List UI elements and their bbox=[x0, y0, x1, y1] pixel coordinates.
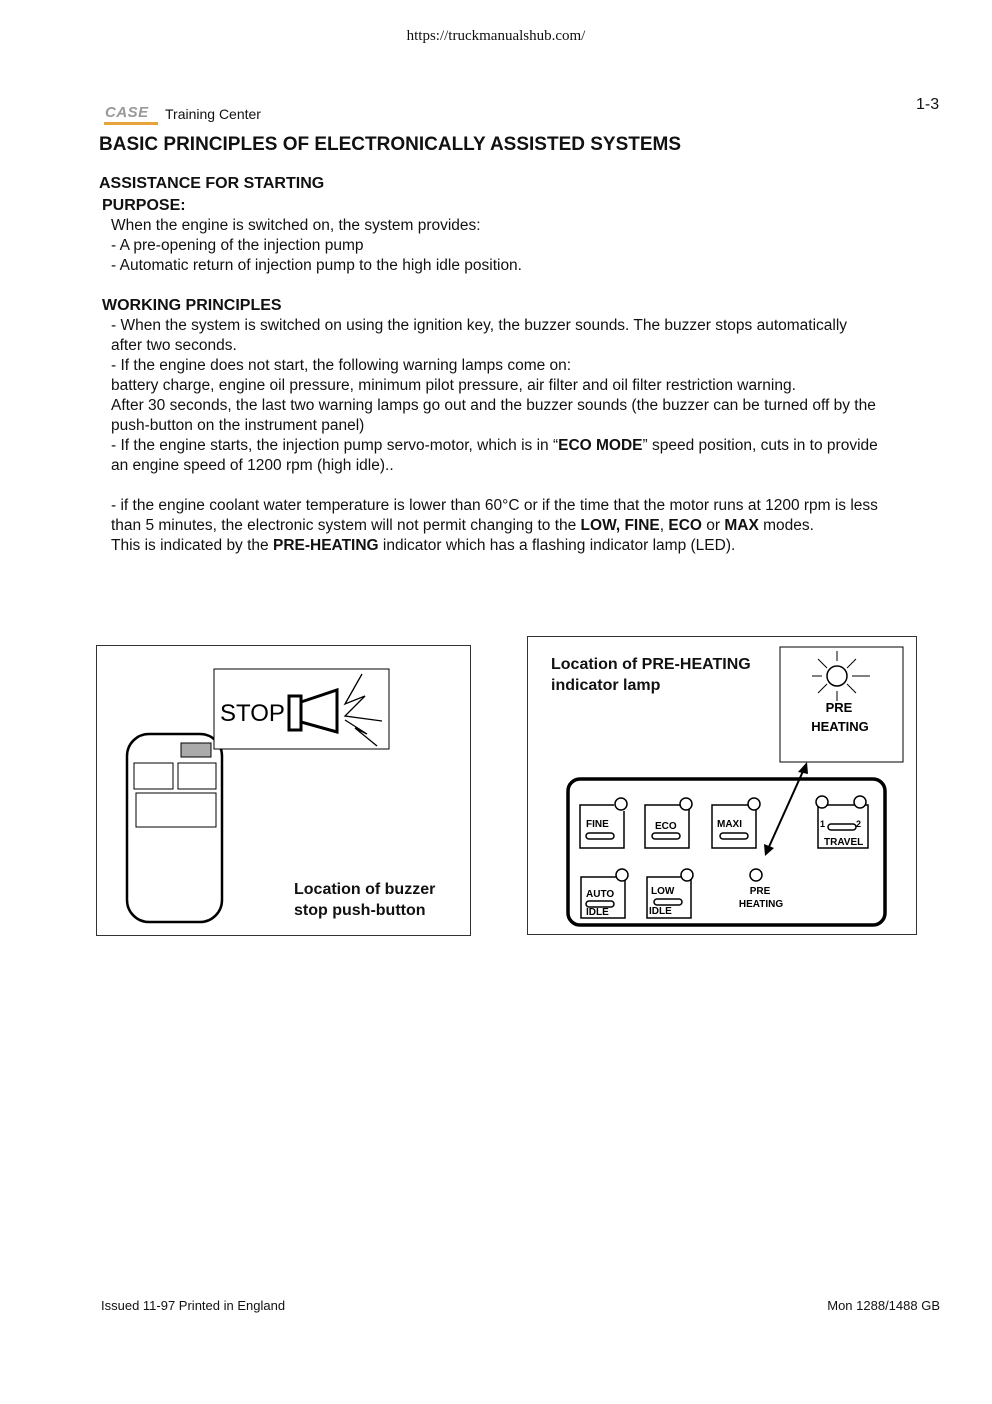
eco-mode-line bbox=[111, 436, 878, 456]
working-line: push-button on the instrument panel) bbox=[111, 417, 365, 434]
panel-heating-label: HEATING bbox=[738, 899, 784, 910]
auto-idle-led bbox=[616, 869, 628, 881]
purpose-line: When the engine is switched on, the system provides: bbox=[111, 217, 481, 234]
source-url: https://truckmanualshub.com/ bbox=[406, 28, 586, 44]
working-line: - When the system is switched on using the ignition key, the buzzer sounds. The buzzer stops automatically bbox=[111, 317, 848, 334]
low-idle-led bbox=[681, 869, 693, 881]
buzzer-location-label bbox=[294, 879, 435, 921]
low-idle-slot bbox=[654, 899, 682, 905]
working-line: an engine speed of 1200 rpm (high idle).. bbox=[111, 457, 394, 474]
low-idle-label: IDLE bbox=[649, 906, 672, 917]
text-span: ” speed position, cuts in to provide bbox=[642, 437, 878, 454]
purpose-line: - Automatic return of injection pump to the high idle position. bbox=[111, 257, 522, 274]
working-line: battery charge, engine oil pressure, minimum pilot pressure, air filter and oil filter restriction warning. bbox=[111, 377, 796, 394]
travel-label: TRAVEL bbox=[824, 837, 864, 848]
preheating-lamp-icon bbox=[827, 666, 847, 686]
text-span: indicator which has a flashing indicator lamp (LED). bbox=[378, 537, 736, 554]
fine-label: FINE bbox=[586, 819, 609, 830]
fine-slot bbox=[586, 833, 614, 839]
auto-idle-label: IDLE bbox=[586, 907, 609, 918]
text-span: - If the engine starts, the injection pump servo-motor, which is in “ bbox=[111, 437, 559, 454]
preheating-term: PRE-HEATING bbox=[272, 537, 379, 554]
stop-push-button bbox=[181, 743, 211, 757]
lamp-label-heating: HEATING bbox=[811, 719, 869, 734]
low-label: LOW bbox=[651, 886, 675, 897]
control-handle bbox=[127, 734, 222, 922]
working-line: after two seconds. bbox=[111, 337, 237, 354]
buzzer-icon bbox=[289, 696, 301, 730]
eco-mode-term: ECO MODE bbox=[558, 437, 643, 454]
panel-drawing bbox=[528, 637, 916, 934]
eco-slot bbox=[652, 833, 680, 839]
travel-led-1 bbox=[816, 796, 828, 808]
working-heading: WORKING PRINCIPLES bbox=[102, 297, 282, 314]
section-heading: ASSISTANCE FOR STARTING bbox=[99, 175, 325, 192]
preheating-diagram bbox=[527, 636, 917, 935]
eco-label: ECO bbox=[655, 821, 677, 832]
footer-issue: Issued 11-97 Printed in England bbox=[101, 1298, 286, 1313]
preheating-led bbox=[750, 869, 762, 881]
buzzer-diagram bbox=[96, 645, 471, 936]
mode-term: MAX bbox=[724, 517, 759, 534]
eco-led bbox=[680, 798, 692, 810]
label-line: Location of buzzer bbox=[294, 881, 436, 898]
label-line: indicator lamp bbox=[551, 677, 661, 694]
mode-term: LOW, FINE bbox=[580, 517, 660, 534]
working-line: - If the engine does not start, the following warning lamps come on: bbox=[111, 357, 572, 374]
working-line: After 30 seconds, the last two warning lamps go out and the buzzer sounds (the buzzer can be turned off by the bbox=[111, 397, 876, 414]
logo-underline bbox=[104, 122, 158, 125]
arrow-head-icon bbox=[798, 762, 808, 774]
footer-reference: Mon 1288/1488 GB bbox=[827, 1298, 940, 1313]
label-line: Location of PRE-HEATING bbox=[551, 656, 751, 673]
purpose-line: - A pre-opening of the injection pump bbox=[111, 237, 364, 254]
maxi-led bbox=[748, 798, 760, 810]
preheating-line bbox=[111, 536, 735, 556]
text-span: This is indicated by the bbox=[111, 537, 273, 554]
case-logo: CASE bbox=[105, 104, 149, 121]
maxi-label: MAXI bbox=[717, 819, 742, 830]
travel-label-2: 2 bbox=[856, 819, 862, 829]
label-line: stop push-button bbox=[294, 902, 426, 919]
maxi-slot bbox=[720, 833, 748, 839]
travel-led-2 bbox=[854, 796, 866, 808]
panel-pre-label: PRE bbox=[749, 886, 771, 897]
text-span: modes. bbox=[758, 517, 814, 534]
text-span: , bbox=[659, 517, 669, 534]
modes-line bbox=[111, 516, 814, 536]
handle-panel bbox=[136, 793, 216, 827]
mode-term: ECO bbox=[668, 517, 702, 534]
text-span: or bbox=[701, 517, 725, 534]
page-number: 1-3 bbox=[916, 96, 940, 113]
purpose-heading: PURPOSE: bbox=[102, 197, 186, 214]
handle-button bbox=[134, 763, 173, 789]
auto-label: AUTO bbox=[586, 889, 615, 900]
travel-slot bbox=[828, 824, 856, 830]
lamp-label-pre: PRE bbox=[825, 700, 853, 715]
coolant-line: - if the engine coolant water temperature is lower than 60°C or if the time that the motor runs at 1200 rpm is less bbox=[111, 497, 878, 514]
travel-label-1: 1 bbox=[820, 819, 826, 829]
handle-button bbox=[178, 763, 216, 789]
text-span: than 5 minutes, the electronic system will not permit changing to the bbox=[111, 517, 581, 534]
training-center-label: Training Center bbox=[165, 106, 261, 122]
fine-led bbox=[615, 798, 627, 810]
stop-text: STOP bbox=[220, 700, 285, 727]
page-title: BASIC PRINCIPLES OF ELECTRONICALLY ASSISTED SYSTEMS bbox=[99, 134, 682, 155]
